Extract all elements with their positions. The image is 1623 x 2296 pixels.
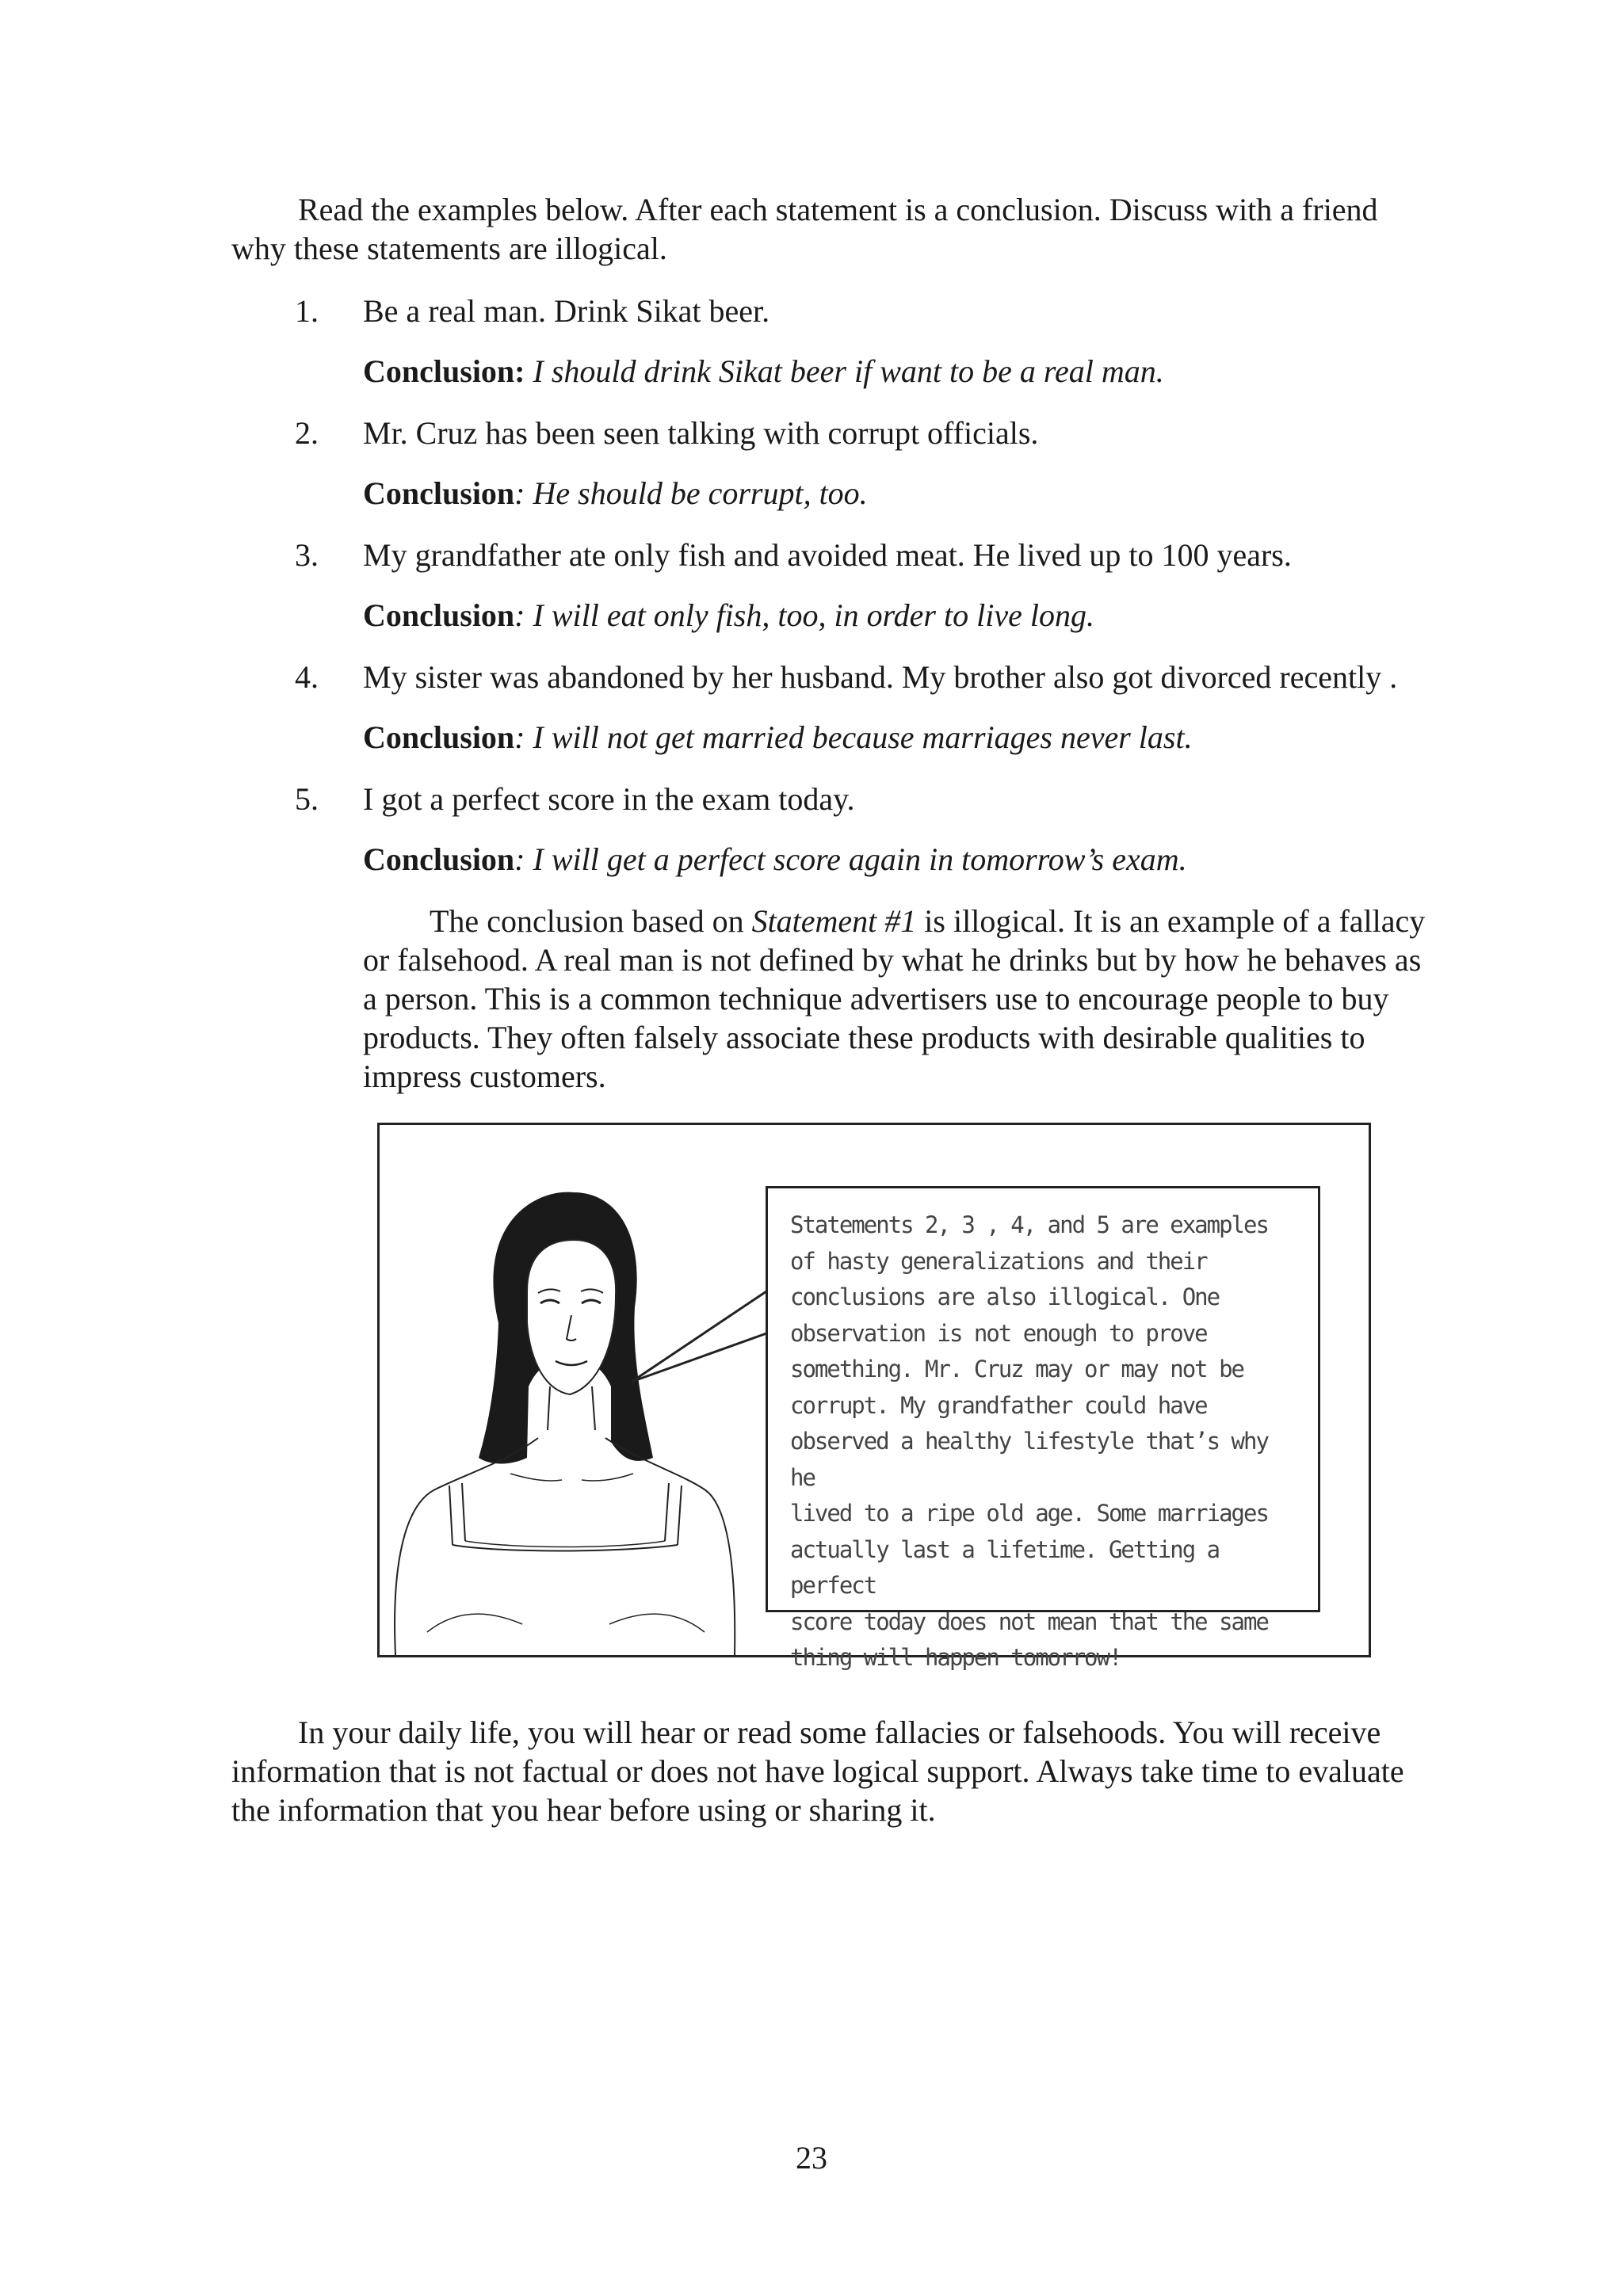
statement-reference: Statement #1 [751,903,917,939]
bubble-line: of hasty generalizations and their [790,1247,1207,1275]
item-statement: Mr. Cruz has been seen talking with corrupt officials. [363,415,1039,451]
conclusion-text: : I will not get married because marriages never last. [514,719,1193,755]
conclusion-label: Conclusion: [363,353,525,389]
conclusion-label: Conclusion [363,841,515,877]
bubble-line: something. Mr. Cruz may or may not be [790,1356,1244,1383]
item-statement: I got a perfect score in the exam today. [363,781,855,817]
bubble-line: score today does not mean that the same [790,1608,1268,1635]
bubble-line: corrupt. My grandfather could have [790,1391,1207,1419]
conclusion-label: Conclusion [363,719,515,755]
item-number: 3. [295,537,319,573]
bubble-line: Statements 2, 3 , 4, and 5 are examples [790,1211,1268,1238]
item-number: 5. [295,781,319,817]
page-number: 23 [796,2140,827,2176]
item-number: 2. [295,415,319,451]
conclusion-text: : I will get a perfect score again in tomorrow’s exam. [514,841,1187,877]
bubble-line: lived to a ripe old age. Some marriages [790,1500,1268,1527]
explanation-paragraph [363,902,1433,1096]
explanation-before: The conclusion based on [430,903,752,939]
item-statement: Be a real man. Drink Sikat beer. [363,293,770,329]
closing-paragraph: In your daily life, you will hear or read some fallacies or falsehoods. You will receive information that is not factual or does not have logical support. Always take time to evaluate the information that you hear before using or sharing it. [231,1714,1404,1828]
conclusion-text: I should drink Sikat beer if want to be a real man. [525,353,1164,389]
speech-bubble [766,1186,1320,1671]
conclusion-text: : I will eat only fish, too, in order to live long. [514,597,1094,633]
bubble-line: observed a healthy lifestyle that’s why he [790,1428,1268,1491]
bubble-line: observation is not enough to prove [790,1319,1207,1347]
item-statement: My grandfather ate only fish and avoided meat. He lived up to 100 years. [363,537,1292,573]
explanation-after: is illogical. It is an example of a fallacy or falsehood. A real man is not defined by what he drinks but by how he behaves as a person. This is a common technique advertisers use to encourage people to buy products. They often falsely associate these products with desirable qualities to impress customers. [363,903,1426,1094]
item-number: 1. [295,293,319,329]
intro-paragraph: Read the examples below. After each statement is a conclusion. Discuss with a friend why these statements are illogical. [231,192,1378,266]
bubble-line: conclusions are also illogical. One [790,1283,1220,1310]
bubble-line: actually last a lifetime. Getting a perfect [790,1535,1220,1599]
item-statement: My sister was abandoned by her husband. My brother also got divorced recently . [363,659,1398,695]
conclusion-label: Conclusion [363,475,515,511]
conclusion-label: Conclusion [363,597,515,633]
bubble-line: thing will happen tomorrow! [790,1644,1121,1671]
item-number: 4. [295,659,319,695]
conclusion-text: : He should be corrupt, too. [514,475,868,511]
